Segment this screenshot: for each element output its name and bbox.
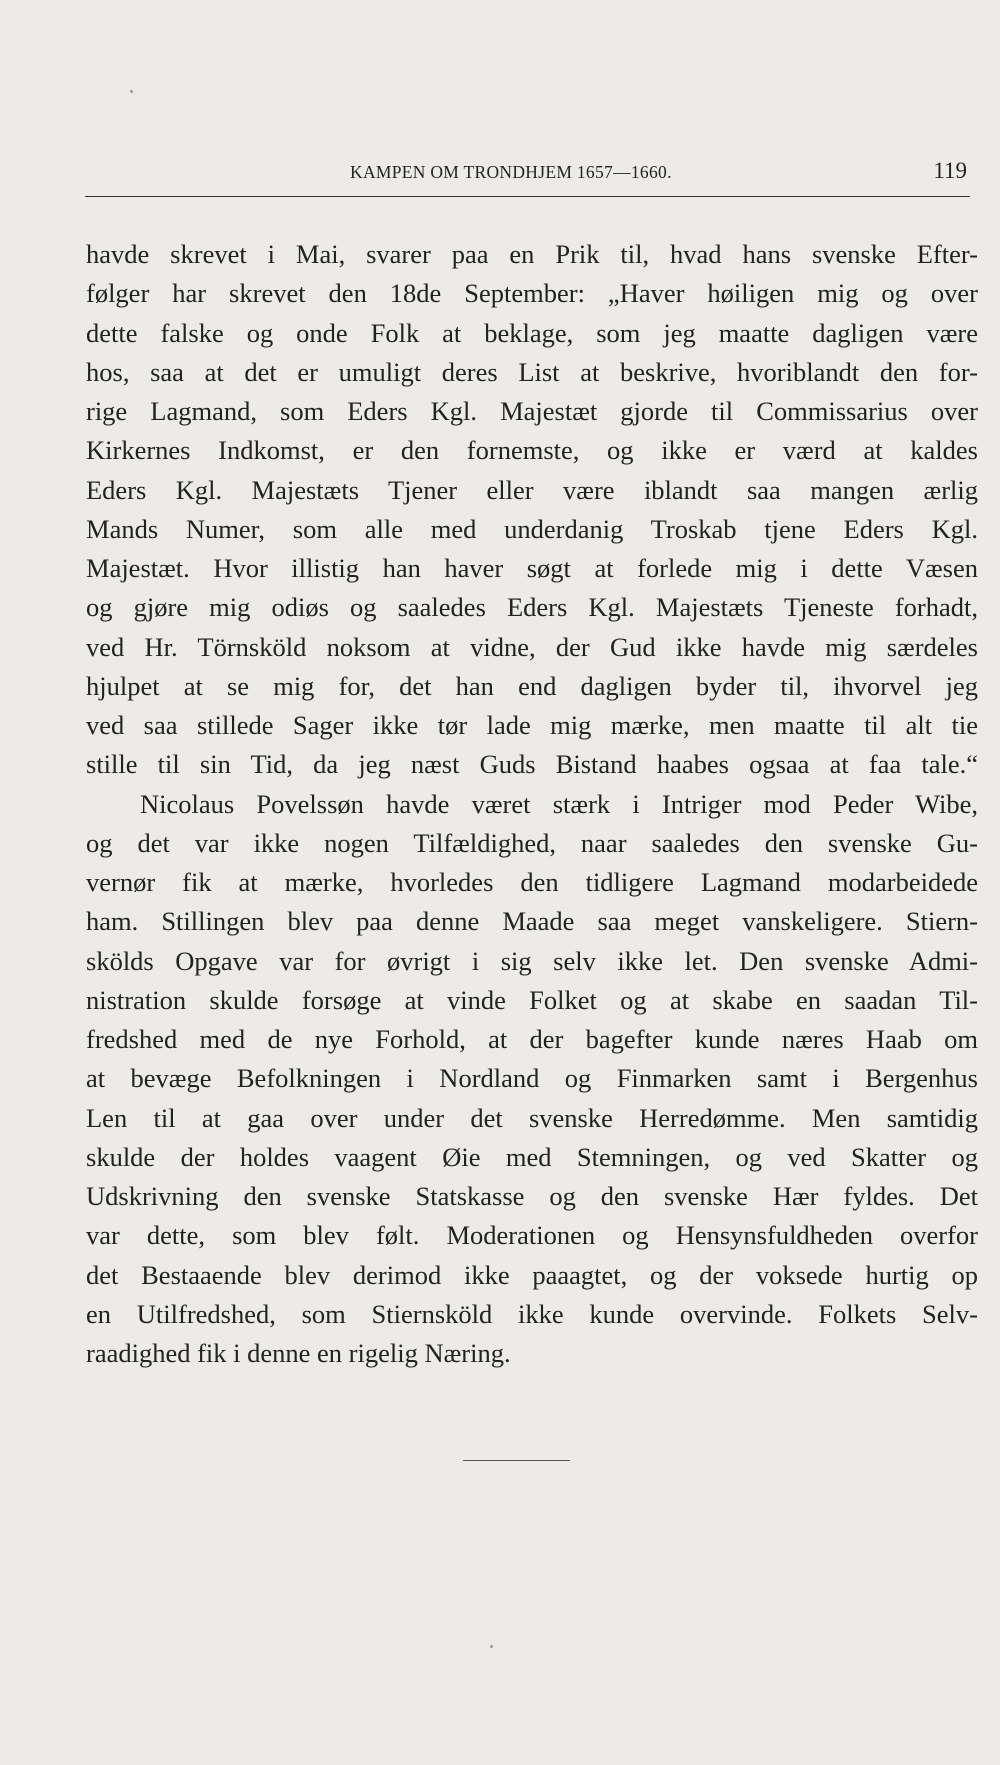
text-line: rige Lagmand, som Eders Kgl. Majestæt gjorde til Commissarius over xyxy=(86,396,978,426)
text-line: Udskrivning den svenske Statskasse og den svenske Hær fyldes. Det xyxy=(86,1181,978,1211)
text-line: nistration skulde forsøge at vinde Folket og at skabe en saadan Til- xyxy=(86,984,978,1015)
text-line: havde skrevet i Mai, svarer paa en Prik til, hvad hans svenske Efter- xyxy=(86,239,978,269)
text-line: Majestæt. Hvor illistig han haver søgt at forlede mig i dette Væsen xyxy=(86,553,978,583)
text-line: ved Hr. Törnsköld noksom at vidne, der Gud ikke havde mig særdeles xyxy=(86,631,978,662)
running-header xyxy=(80,158,975,192)
paragraph-start-line: Nicolaus Povelssøn havde været stærk i Intriger mod Peder Wibe, xyxy=(140,788,978,819)
text-line: Kirkernes Indkomst, er den fornemste, og ikke er værd at kaldes xyxy=(86,435,978,466)
paper-speck xyxy=(130,90,133,93)
text-line: og gjøre mig odiøs og saaledes Eders Kgl. Majestæts Tjeneste forhadt, xyxy=(86,592,978,623)
text-line: Mands Numer, som alle med underdanig Troskab tjene Eders Kgl. xyxy=(86,513,978,544)
text-line: hjulpet at se mig for, det han end dagligen byder til, ihvorvel jeg xyxy=(86,670,978,701)
running-title: KAMPEN OM TRONDHJEM 1657—1660. xyxy=(350,162,672,182)
text-line: skulde der holdes vaagent Øie med Stemningen, og ved Skatter og xyxy=(86,1141,978,1172)
section-end-rule xyxy=(463,1460,570,1461)
text-line: hos, saa at det er umuligt deres List at beskrive, hvoriblandt den for- xyxy=(86,356,978,387)
text-line: det Bestaaende blev derimod ikke paaagtet, og der voksede hurtig op xyxy=(86,1259,978,1290)
text-line: stille til sin Tid, da jeg næst Guds Bistand haabes ogsaa at faa tale.“ xyxy=(86,749,978,780)
text-line: en Utilfredshed, som Stiernsköld ikke kunde overvinde. Folkets Selv- xyxy=(86,1298,978,1329)
text-line: var dette, som blev følt. Moderationen og Hensynsfuldheden overfor xyxy=(86,1220,978,1251)
text-line: dette falske og onde Folk at beklage, som jeg maatte dagligen være xyxy=(86,317,978,348)
text-line: Eders Kgl. Majestæts Tjener eller være iblandt saa mangen ærlig xyxy=(86,474,978,505)
text-line: Len til at gaa over under det svenske Herredømme. Men samtidig xyxy=(86,1102,978,1133)
text-line: fredshed med de nye Forhold, at der bagefter kunde næres Haab om xyxy=(86,1024,978,1054)
header-rule xyxy=(85,196,970,197)
text-line: ved saa stillede Sager ikke tør lade mig mærke, men maatte til alt tie xyxy=(86,710,978,740)
paper-speck xyxy=(490,1645,493,1648)
text-line: følger har skrevet den 18de September: „Haver høiligen mig og over xyxy=(86,278,978,309)
body-text xyxy=(86,235,978,1373)
page-number: 119 xyxy=(933,158,967,183)
text-line: skölds Opgave var for øvrigt i sig selv ikke let. Den svenske Admi- xyxy=(86,945,978,976)
text-line: vernør fik at mærke, hvorledes den tidligere Lagmand modarbeidede xyxy=(86,867,978,897)
text-line: at bevæge Befolkningen i Nordland og Finmarken samt i Bergenhus xyxy=(86,1063,978,1094)
text-line: og det var ikke nogen Tilfældighed, naar saaledes den svenske Gu- xyxy=(86,827,978,858)
text-line: ham. Stillingen blev paa denne Maade saa meget vanskeligere. Stiern- xyxy=(86,906,978,937)
paragraph-end-line: raadighed fik i denne en rigelig Næring. xyxy=(86,1338,511,1368)
